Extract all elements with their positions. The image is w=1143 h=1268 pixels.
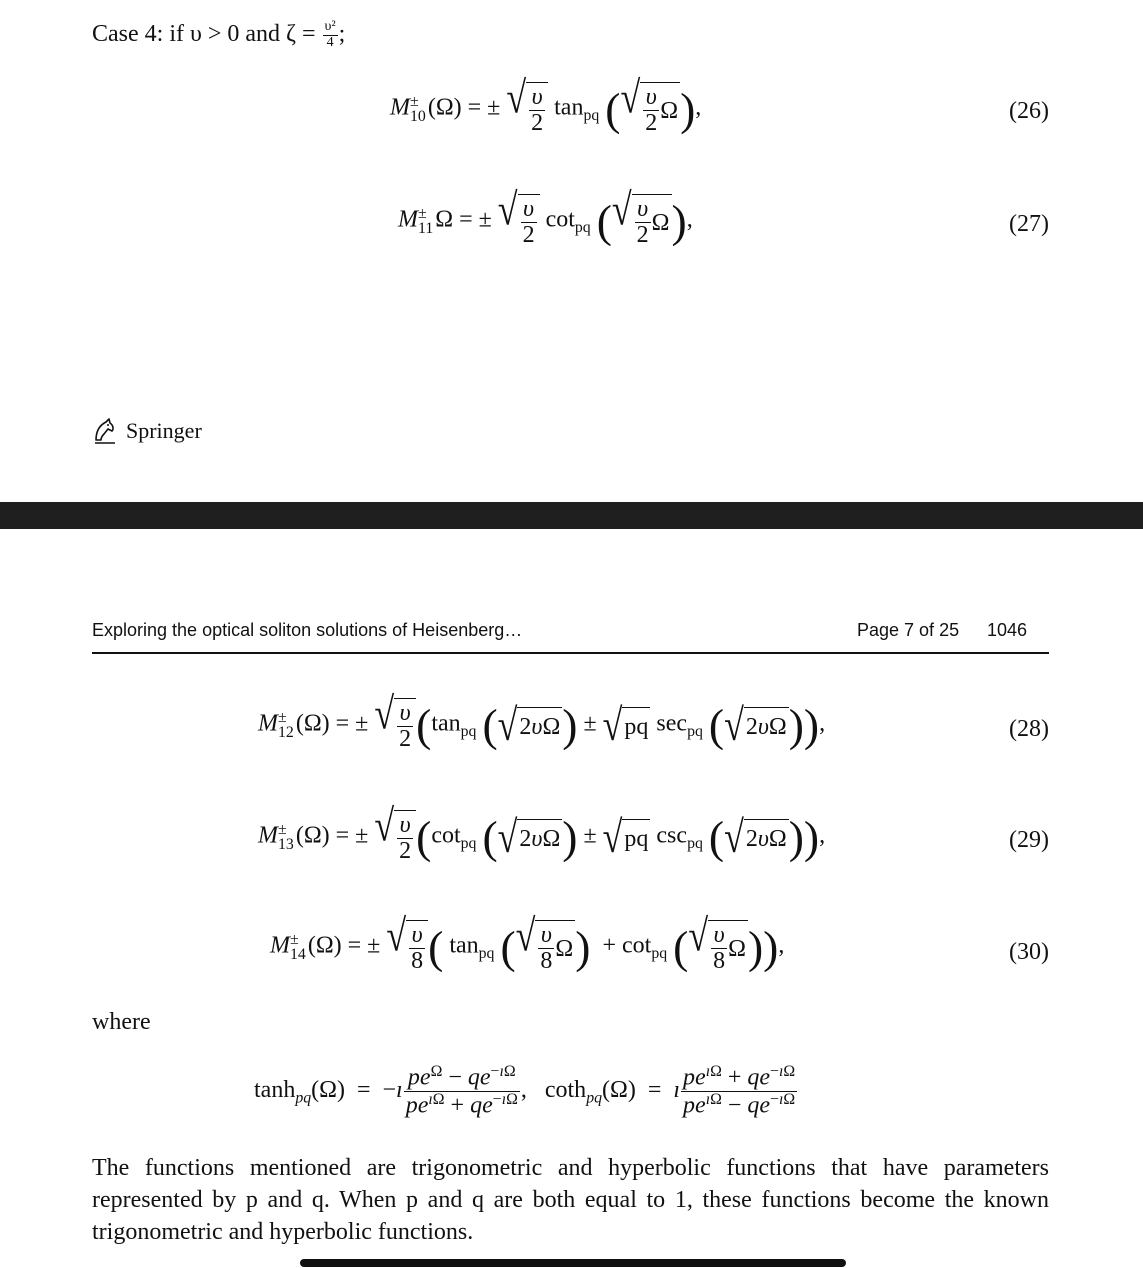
body-paragraph: The functions mentioned are trigonometric and hyperbolic functions that have parameters represented by p and q. When p and q are both equal to 1, these functions become the known trigonometric and hyperbolic functions. [92,1155,1049,1245]
equation-number-28: (28) [1009,716,1049,742]
equation-29: M ± 13 (Ω) = ± √ $\frac{\upsilon}{2}$ ($\cot_{pq}$ ( √ 2 υ Ω ) ± √ pq $\csc_{pq}$ ( √ 2 υ Ω )), [258,800,826,865]
article-number: 1046 [987,620,1028,640]
running-title: Exploring the optical soliton solutions of Heisenberg… [92,620,523,640]
case-heading: Case 4: if υ > 0 and ζ = $\frac{\text{υ²}}{4}$ ; [92,19,346,50]
springer-logo [92,417,202,445]
publisher-name: Springer [126,418,202,443]
equation-number-30: (30) [1009,939,1049,965]
case-fraction: $\frac{\text{υ²}}{4}$ [324,19,336,50]
equation-number-26: (26) [1009,98,1049,124]
equation-26: M ± 10 (Ω) = ± √ $\frac{\upsilon}{2}$ $\tan_{pq}$ ( √ $\frac{\upsilon}{2}$ Ω ), [390,72,702,137]
equation-number-27: (27) [1009,211,1049,237]
case-text: Case 4: if υ > 0 and ζ = [92,21,316,47]
equation-28: M ± 12 (Ω) = ± √ $\frac{\upsilon}{2}$ ($\tan_{pq}$ ( √ 2 υ Ω ) ± √ pq $\sec_{pq}$ ( √ 2 υ Ω )), [258,688,826,753]
springer-horse-icon [92,417,118,445]
page-separator [0,502,1143,529]
where-label: where [92,1009,151,1035]
header-rule [92,652,1049,654]
equation-number-29: (29) [1009,827,1049,853]
scroll-indicator[interactable] [300,1259,846,1267]
hyperbolic-definitions: $\tanh_{pq}(\Omega)$ = −ı $\frac{pe^\Omega - qe^{-ı\Omega}}{pe^{ı\Omega} + qe^{-ı\Omega}}$ , coth$_{pq}$(Ω) = ı $\frac{pe^{ı\Omega} + qe^{-ı\Omega}}{pe^{ı\Omega} - qe^{-ı\Omega}}$ [254,1063,796,1119]
equation-30: M ± 14 (Ω) = ± √ $\frac{\upsilon}{8}$ ( $\tan_{pq}$ ( √ $\frac{\upsilon}{8}$ Ω ) + $\cot_{pq}$ ( √ $\frac{\upsilon}{8}$ Ω )), [270,910,785,975]
equation-27: M ± 11 Ω = ± √ $\frac{\upsilon}{2}$ $\cot_{pq}$ ( √ $\frac{\upsilon}{2}$ Ω ), [398,184,693,249]
page-label: Page 7 of 25 [857,620,960,640]
